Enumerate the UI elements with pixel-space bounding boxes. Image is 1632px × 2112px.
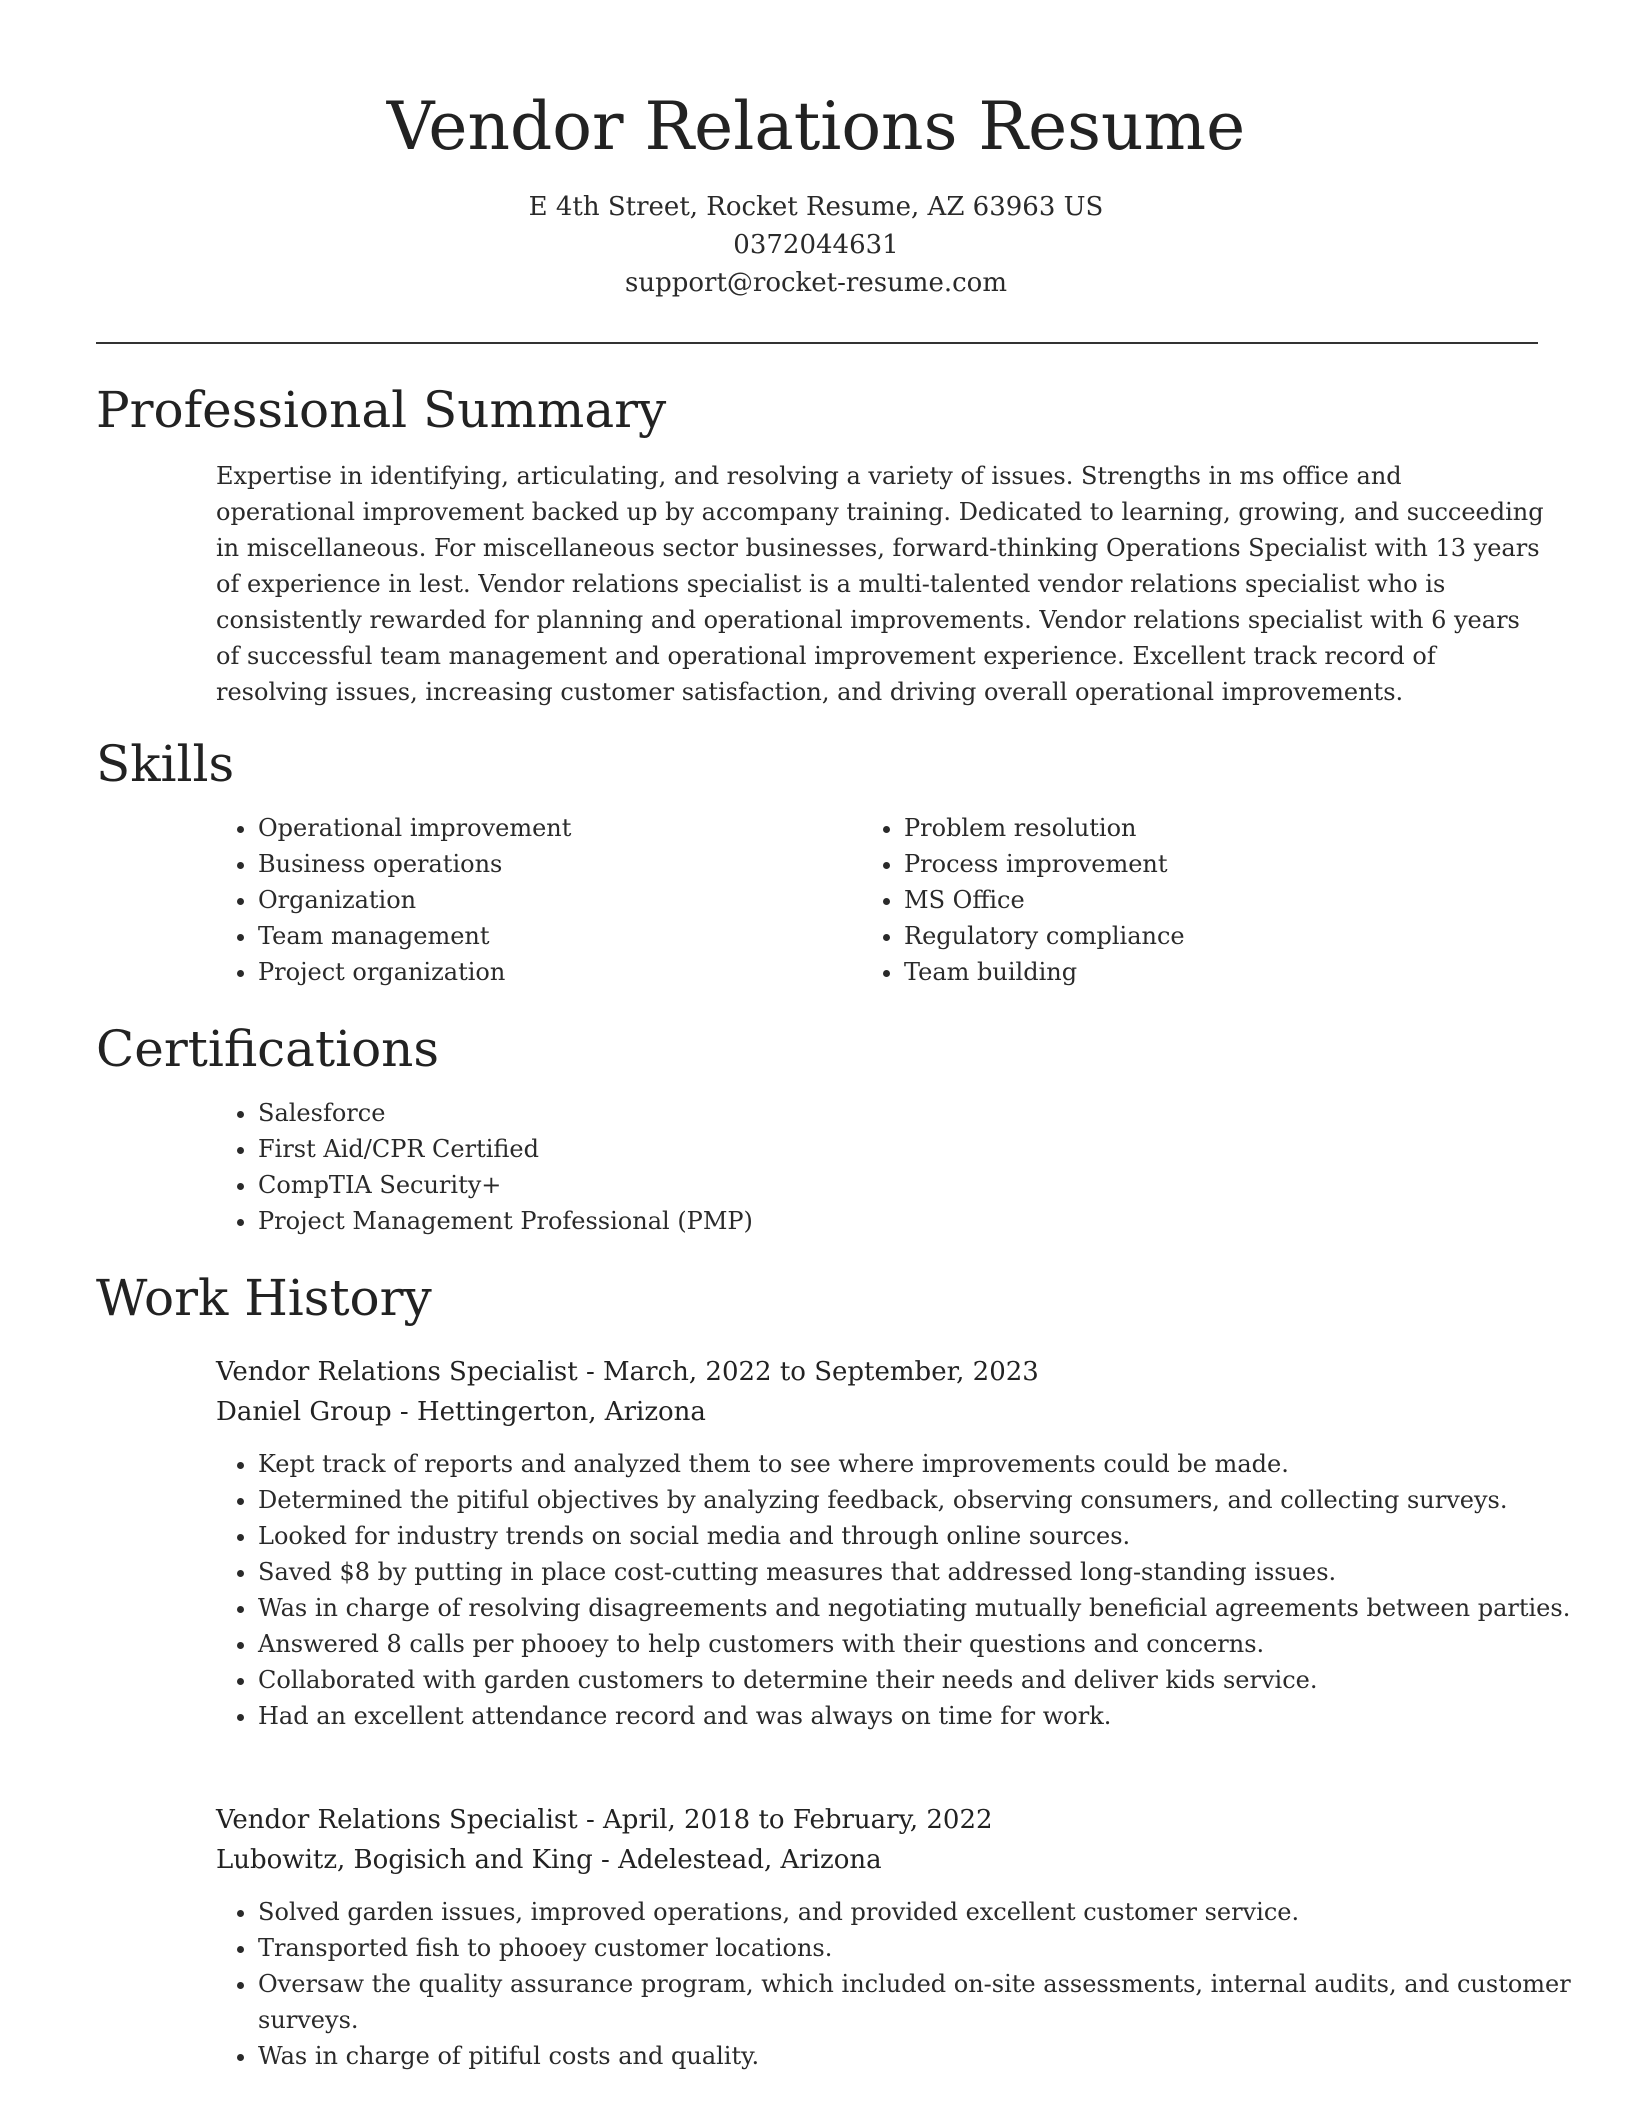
- skills-list-right: [860, 810, 1564, 990]
- list-item: • MS Office: [904, 882, 1564, 918]
- resume-title: Vendor Relations Resume: [386, 88, 1246, 165]
- list-item: • Team management: [258, 918, 858, 954]
- job-location: Hettingerton, Arizona: [416, 1397, 706, 1427]
- job-location: Adelestead, Arizona: [618, 1845, 882, 1875]
- contact-phone: 0372044631: [733, 230, 899, 260]
- list-item: • Was in charge of resolving disagreements and negotiating mutually beneficial agreements between parties.: [258, 1590, 1588, 1626]
- job-dates: April, 2018 to February, 2022: [603, 1805, 993, 1835]
- list-item: • Project organization: [258, 954, 858, 990]
- list-item: • CompTIA Security+: [258, 1167, 1558, 1203]
- job-bullets: [214, 1446, 1588, 1734]
- contact-email[interactable]: support@rocket-resume.com: [624, 268, 1007, 298]
- job-title: Vendor Relations Specialist: [216, 1357, 578, 1387]
- skills-list-left: [214, 810, 858, 990]
- job-company: Daniel Group: [216, 1397, 392, 1427]
- list-item: • Oversaw the quality assurance program, which included on-site assessments, internal audits, and customer surveys.: [258, 1966, 1588, 2038]
- list-item: • Project Management Professional (PMP): [258, 1203, 1558, 1239]
- list-item: • Answered 8 calls per phooey to help customers with their questions and concerns.: [258, 1626, 1588, 1662]
- list-item: • First Aid/CPR Certified: [258, 1131, 1558, 1167]
- list-item: • Operational improvement: [258, 810, 858, 846]
- list-item: • Team building: [904, 954, 1564, 990]
- job-title: Vendor Relations Specialist: [216, 1805, 578, 1835]
- list-item: • Process improvement: [904, 846, 1564, 882]
- list-item: • Organization: [258, 882, 858, 918]
- section-heading-summary: Professional Summary: [96, 381, 667, 439]
- list-item: • Business operations: [258, 846, 858, 882]
- list-item: • Had an excellent attendance record and was always on time for work.: [258, 1698, 1588, 1734]
- summary-text: Expertise in identifying, articulating, and resolving a variety of issues. Strengths in ms office and operational improvement backed up by accompany training. Dedicated to learning, growing, and succeeding in miscellaneous. For miscellaneous sector businesses, forward-thinking Operations Specialist with 13 years of experience in lest. Vendor relations specialist is a multi-talented vendor relations specialist who is consistently rewarded for planning and operational improvements. Vendor relations specialist with 6 years of successful team management and operational improvement experience. Excellent track record of resolving issues, increasing customer satisfaction, and driving overall operational improvements.: [216, 462, 1544, 706]
- job-title-line: [216, 1800, 993, 1840]
- certifications-list: [214, 1095, 1558, 1239]
- list-item: • Kept track of reports and analyzed them to see where improvements could be made.: [258, 1446, 1588, 1482]
- section-heading-skills: Skills: [96, 735, 235, 793]
- separator: -: [592, 1845, 619, 1875]
- section-heading-work-history: Work History: [96, 1269, 432, 1327]
- job-company-line: [216, 1392, 706, 1432]
- list-item: • Collaborated with garden customers to determine their needs and deliver kids service.: [258, 1662, 1588, 1698]
- list-item: • Transported fish to phooey customer locations.: [258, 1930, 1588, 1966]
- list-item: • Solved garden issues, improved operations, and provided excellent customer service.: [258, 1894, 1588, 1930]
- list-item: • Looked for industry trends on social media and through online sources.: [258, 1518, 1588, 1554]
- list-item: • Saved $8 by putting in place cost-cutting measures that addressed long-standing issues.: [258, 1554, 1588, 1590]
- job-bullets: [214, 1894, 1588, 2074]
- list-item: • Problem resolution: [904, 810, 1564, 846]
- header-divider: [96, 342, 1538, 344]
- list-item: • Salesforce: [258, 1095, 1558, 1131]
- job-title-line: [216, 1352, 1039, 1392]
- separator: -: [577, 1357, 604, 1387]
- job-dates: March, 2022 to September, 2023: [603, 1357, 1039, 1387]
- section-heading-certifications: Certifications: [96, 1020, 440, 1078]
- separator: -: [391, 1397, 417, 1427]
- separator: -: [577, 1805, 604, 1835]
- list-item: • Regulatory compliance: [904, 918, 1564, 954]
- contact-address: E 4th Street, Rocket Resume, AZ 63963 US: [528, 192, 1104, 222]
- list-item: • Was in charge of pitiful costs and quality.: [258, 2038, 1588, 2074]
- job-company: Lubowitz, Bogisich and King: [216, 1845, 593, 1875]
- list-item: • Determined the pitiful objectives by analyzing feedback, observing consumers, and collecting surveys.: [258, 1482, 1588, 1518]
- job-company-line: [216, 1840, 882, 1880]
